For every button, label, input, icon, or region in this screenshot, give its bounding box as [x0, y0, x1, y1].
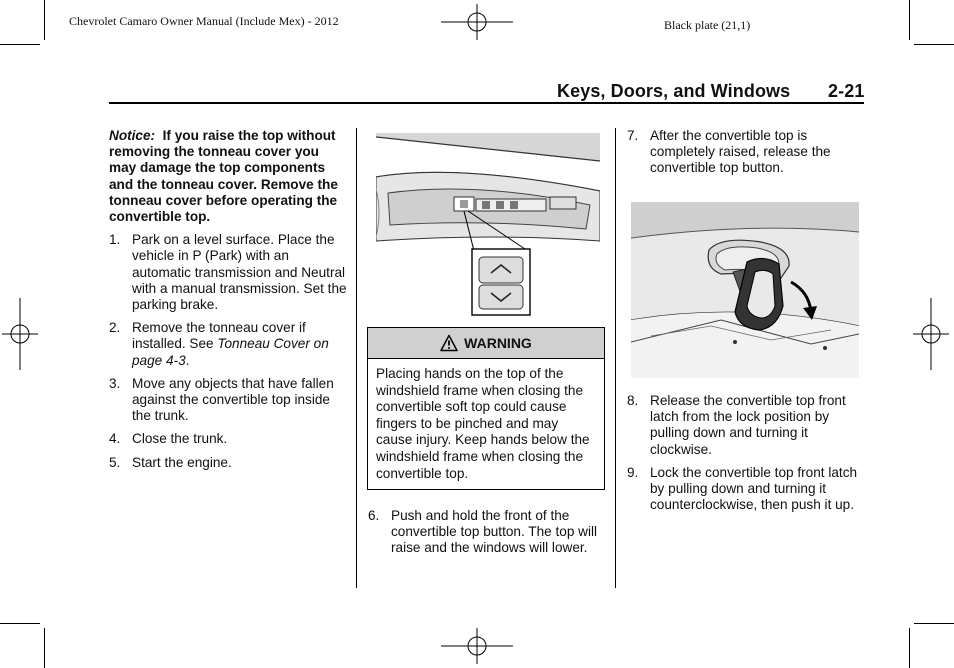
steps-list-3a [627, 128, 865, 177]
warning-icon [440, 334, 458, 352]
registration-mark-top [441, 4, 513, 40]
list-item: 5. Start the engine. [109, 454, 232, 470]
cross-reference-link[interactable]: Tonneau Cover on page 4-3 [132, 336, 329, 368]
list-item: 4. Close the trunk. [109, 431, 228, 447]
list-item: 8. Release the convertible top front latch from the lock position by pulling down and turning it clockwise. [627, 393, 846, 457]
list-item: 1. Park on a level surface. Place the vehicle in P (Park) with an automatic transmission and Neutral with a manual transmission. Set the parking brake. [109, 232, 347, 313]
crop-mark-br-h [914, 623, 954, 624]
crop-mark-tl-v [44, 0, 45, 40]
column-2-steps [368, 508, 598, 564]
convertible-top-button-illustration [376, 133, 600, 319]
crop-mark-tl-h [0, 44, 40, 45]
list-item: 2. Remove the tonneau cover if installed. See Tonneau Cover on page 4-3. [109, 320, 329, 368]
registration-mark-left [2, 298, 38, 370]
steps-list-2 [368, 508, 598, 557]
steps-list-1 [109, 232, 347, 471]
header-rule [109, 102, 864, 104]
list-item: 6. Push and hold the front of the convertible top button. The top will raise and the windows will lower. [368, 508, 598, 556]
warning-header [368, 328, 604, 359]
crop-mark-bl-h [0, 623, 40, 624]
warning-text: Placing hands on the top of the windshield frame when closing the convertible soft top could cause fingers to be pinched and may cause injury. Keep hands below the windshield frame when closing the convertible top. [376, 366, 590, 481]
registration-mark-bottom [441, 628, 513, 664]
warning-box [367, 327, 605, 490]
page-number: 2-21 [828, 81, 865, 101]
column-1 [109, 128, 347, 478]
list-item: 7. After the convertible top is completely raised, release the convertible top button. [627, 128, 831, 176]
crop-mark-bl-v [44, 628, 45, 668]
section-title: Keys, Doors, and Windows [557, 81, 791, 101]
crop-mark-tr-h [914, 44, 954, 45]
column-3-steps-bottom [627, 393, 865, 520]
front-latch-illustration [631, 202, 859, 378]
list-item: 9. Lock the convertible top front latch by pulling down and turning it counterclockwise, then push it up. [627, 464, 858, 513]
crop-mark-tr-v [909, 0, 910, 40]
column-divider-1 [356, 128, 357, 588]
steps-list-3b [627, 393, 865, 513]
column-3-steps-top [627, 128, 865, 184]
column-divider-2 [615, 128, 616, 588]
registration-mark-right [913, 298, 949, 370]
crop-mark-br-v [909, 628, 910, 668]
notice-paragraph [109, 128, 347, 225]
warning-title: WARNING [464, 335, 532, 351]
print-header-right: Black plate (21,1) [664, 18, 751, 32]
list-item: 3. Move any objects that have fallen against the convertible top inside the trunk. [109, 375, 334, 424]
notice-text: If you raise the top without removing the tonneau cover you may damage the top components and the tonneau cover. Remove the tonneau cover before operating the convertible top. [109, 128, 338, 225]
print-header-left: Chevrolet Camaro Owner Manual (Include Mex) - 2012 [69, 14, 339, 28]
notice-label: Notice: [109, 128, 156, 143]
